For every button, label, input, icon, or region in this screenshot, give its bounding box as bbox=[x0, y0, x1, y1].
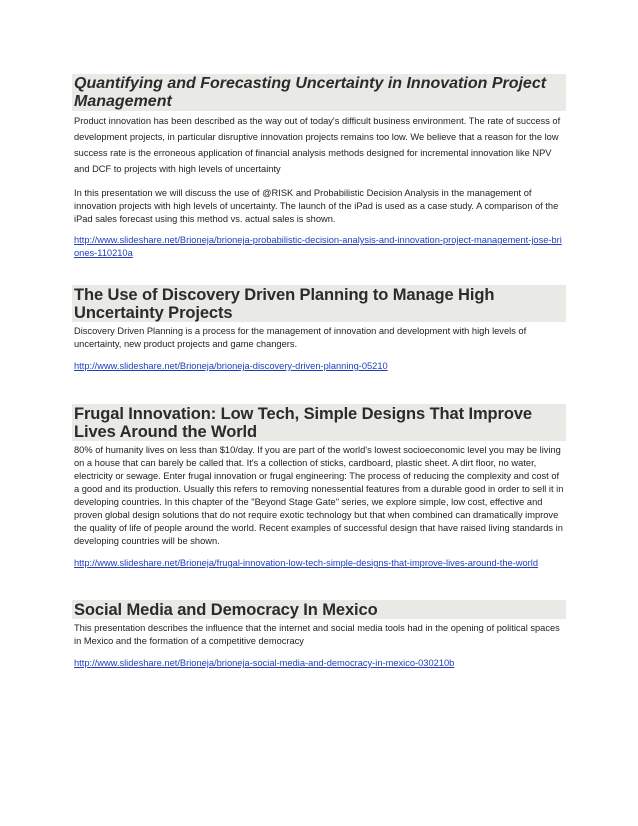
section-title: Social Media and Democracy In Mexico bbox=[72, 600, 566, 619]
section-paragraph: This presentation describes the influence that the internet and social media tools had in the opening of political spaces in Mexico and the formation of a competitive democracy bbox=[74, 623, 560, 646]
section-discovery-driven-planning bbox=[72, 285, 566, 373]
section-paragraph: Discovery Driven Planning is a process for the management of innovation and development with high levels of uncertainty, new product projects and game changers. bbox=[74, 326, 527, 349]
section-social-media-democracy bbox=[72, 600, 566, 670]
section-paragraph: Product innovation has been described as the way out of today's difficult business environment. The rate of success of development projects, in particular disruptive innovation projects remains too low. We believe that a reason for the low success rate is the erroneous application of financial analysis methods designed for incremental innovation like NPV and DCF to projects with high levels of uncertainty bbox=[74, 116, 561, 174]
section-title: Quantifying and Forecasting Uncertainty in Innovation Project Management bbox=[72, 74, 566, 111]
section-paragraph: In this presentation we will discuss the use of @RISK and Probabilistic Decision Analysis in the management of innovation projects with high levels of uncertainty. The launch of the iPad is used as a case study. A comparison of the iPad sales forecast using this method vs. actual sales is shown. bbox=[74, 188, 559, 224]
section-paragraph: 80% of humanity lives on less than $10/day. If you are part of the world's lowest socioeconomic level you may be living on a house that can barely be called that. It's a collection of sticks, cardboard, plastic sheet. A dirt floor, no water, electricity or sewage. Enter frugal innovation or frugal engineering: The process of reducing the complexity and cost of a good and its production. Usually this refers to removing nonessential features from a durable good in order to sell it in developing countries. In this chapter of the "Beyond Stage Gate" series, we explore simple, low cost, effective and proven global design solutions that do not require exotic technology but that when combined can dramatically improve the quality of life of people around the world. Recent examples of successful design that have raised living standards in developing countries will be shown. bbox=[74, 445, 564, 546]
section-title: The Use of Discovery Driven Planning to Manage High Uncertainty Projects bbox=[72, 285, 566, 322]
section-title: Frugal Innovation: Low Tech, Simple Designs That Improve Lives Around the World bbox=[72, 404, 566, 441]
section-frugal-innovation bbox=[72, 404, 566, 570]
slideshare-link[interactable]: http://www.slideshare.net/Brioneja/brioneja-social-media-and-democracy-in-mexico-030210b bbox=[74, 658, 455, 668]
slideshare-link[interactable]: http://www.slideshare.net/Brioneja/brioneja-discovery-driven-planning-05210 bbox=[74, 361, 388, 371]
slideshare-link[interactable]: http://www.slideshare.net/Brioneja/frugal-innovation-low-tech-simple-designs-that-improve-lives-around-the-world bbox=[74, 558, 539, 568]
slideshare-link[interactable]: http://www.slideshare.net/Brioneja/brioneja-probabilistic-decision-analysis-and-innovation-project-management-jose-briones-110210a bbox=[74, 235, 562, 258]
section-uncertainty-forecasting bbox=[72, 74, 566, 260]
